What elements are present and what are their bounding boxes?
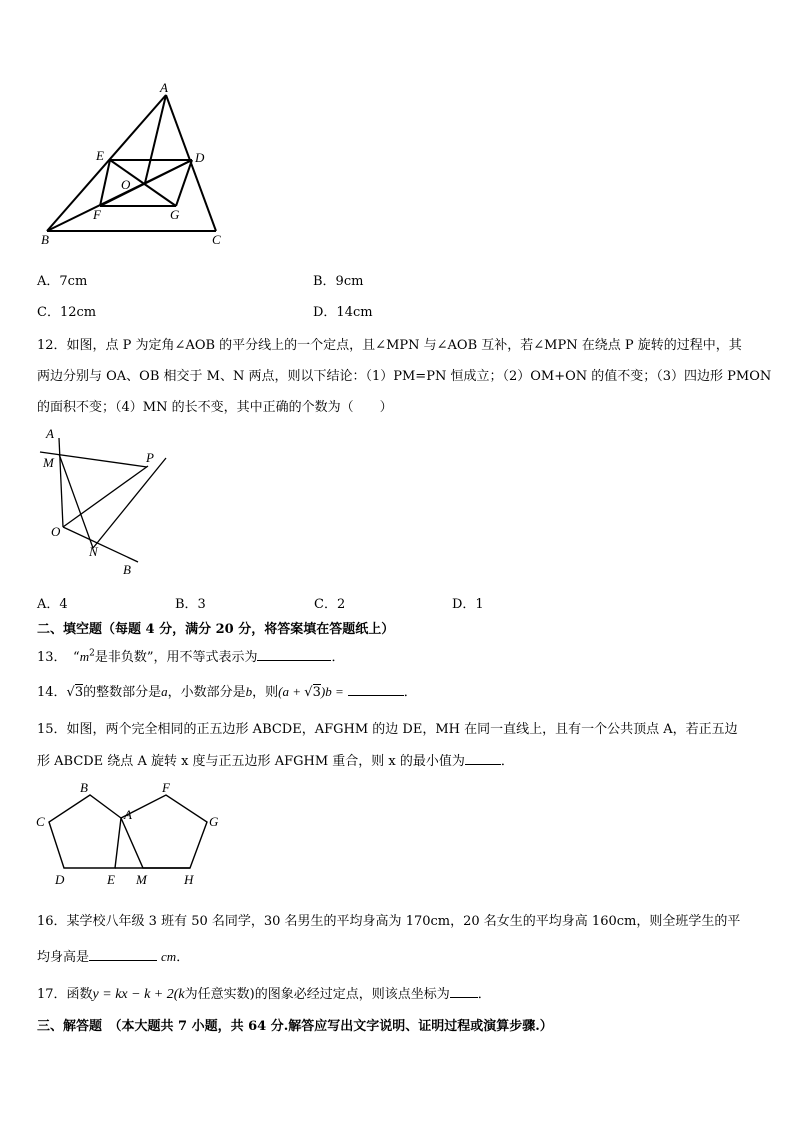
- q14-prefix: 14．: [37, 685, 67, 700]
- q12-option-b[interactable]: B．3: [175, 597, 206, 612]
- q11-option-b[interactable]: B．9cm: [313, 274, 364, 289]
- label-F: F: [162, 780, 170, 795]
- label-P: P: [146, 450, 154, 465]
- label-C: C: [36, 814, 45, 829]
- q14-text-1: 的整数部分是: [83, 685, 162, 700]
- q14-answer-blank[interactable]: [348, 683, 404, 696]
- q14-text-3: ，则: [252, 685, 279, 700]
- q15-answer-blank[interactable]: [465, 752, 501, 765]
- label-H: H: [184, 872, 194, 887]
- q15-line-2: [37, 750, 514, 769]
- label-C: C: [212, 232, 221, 247]
- q17-end: ．: [477, 987, 491, 1002]
- q12-line-3: 的面积不变；（4）MN 的长不变，其中正确的个数为（ ）: [37, 400, 393, 415]
- q13-answer-blank[interactable]: [257, 648, 331, 661]
- q15-line-1: 15．如图，两个完全相同的正五边形 ABCDE，AFGHM 的边 DE，MH 在同一直线上，且有一个公共顶点 A，若正五边: [37, 722, 738, 737]
- q11-option-d[interactable]: D．14cm: [313, 305, 373, 320]
- q14-var-a: a: [161, 684, 168, 699]
- q13-var-m: m: [79, 649, 90, 664]
- label-F: F: [93, 207, 101, 222]
- label-B: B: [41, 232, 49, 247]
- label-B: B: [80, 780, 88, 795]
- q16-line-2-text: 均身高是: [37, 950, 90, 965]
- q17-expression: y = kx − k + 2(k: [92, 987, 185, 1002]
- q17-answer-blank[interactable]: [450, 985, 478, 998]
- label-A: A: [160, 80, 168, 95]
- q12-line-1: 12．如图，点 P 为定角∠AOB 的平分线上的一个定点，且∠MPN 与∠AOB 互补，若∠MPN 在绕点 P 旋转的过程中，其: [37, 338, 742, 353]
- q15-line-2-text: 形 ABCDE 绕点 A 旋转 x 度与正五边形 AFGHM 重合，则 x 的最小值为: [37, 754, 465, 769]
- q11-option-a[interactable]: A．7cm: [37, 274, 88, 289]
- q12-option-c[interactable]: C．2: [314, 597, 346, 612]
- q16-end: ．: [176, 950, 190, 965]
- q13: [37, 646, 345, 665]
- section-3-title: 三、解答题 （本大题共 7 小题，共 64 分.解答应写出文字说明、证明过程或演算步骤.）: [37, 1019, 553, 1034]
- q14-radicand-2: 3: [312, 685, 321, 700]
- q11-option-c[interactable]: C．12cm: [37, 305, 97, 320]
- label-D: D: [195, 150, 205, 165]
- sqrt-icon: √: [304, 685, 313, 700]
- label-A: A: [124, 807, 132, 822]
- label-G: G: [209, 814, 219, 829]
- label-O: O: [51, 524, 61, 539]
- q16-unit: cm: [161, 949, 177, 964]
- q15-end: ．: [500, 754, 514, 769]
- q16-answer-blank[interactable]: [89, 948, 157, 961]
- label-N: N: [89, 544, 98, 559]
- q17: [37, 983, 491, 1003]
- q14: [37, 681, 417, 700]
- q14-radicand: 3: [74, 685, 84, 700]
- q13-end: ．: [331, 650, 345, 665]
- q13-prefix: 13． “: [37, 650, 80, 665]
- q12-option-a[interactable]: A．4: [37, 597, 68, 612]
- sqrt-icon: √: [66, 685, 75, 700]
- section-2-title: 二、填空题（每题 4 分，满分 20 分，将答案填在答题纸上）: [37, 622, 395, 637]
- label-A: A: [46, 426, 54, 441]
- q14-var-b: b: [245, 684, 253, 699]
- label-M: M: [43, 455, 54, 470]
- q14-expr-close: )b =: [320, 684, 344, 699]
- q13-exponent: 2: [89, 648, 95, 659]
- label-G: G: [170, 207, 180, 222]
- q14-text-2: ，小数部分是: [167, 685, 246, 700]
- q12-figure: [35, 420, 175, 580]
- q14-end: ．: [403, 685, 417, 700]
- q12-option-d[interactable]: D．1: [452, 597, 484, 612]
- label-M: M: [136, 872, 147, 887]
- q16-line-2: [37, 946, 189, 965]
- label-E: E: [107, 872, 115, 887]
- label-B: B: [123, 562, 131, 577]
- q17-text: 为任意实数)的图象必经过定点，则该点坐标为: [184, 987, 450, 1002]
- q15-figure: [30, 778, 230, 890]
- q14-expr-open: (a +: [278, 684, 305, 699]
- label-O: O: [121, 177, 131, 192]
- q13-text: 是非负数”，用不等式表示为: [94, 650, 258, 665]
- q16-line-1: 16．某学校八年级 3 班有 50 名同学，30 名男生的平均身高为 170cm，20 名女生的平均身高 160cm，则全班学生的平: [37, 914, 741, 929]
- q11-figure: [30, 75, 240, 250]
- label-E: E: [96, 148, 104, 163]
- q12-line-2: 两边分别与 OA、OB 相交于 M、N 两点，则以下结论：（1）PM=PN 恒成立；（2）OM+ON 的值不变；（3）四边形 PMON: [37, 369, 772, 384]
- q17-prefix: 17．函数: [37, 987, 93, 1002]
- label-D: D: [55, 872, 65, 887]
